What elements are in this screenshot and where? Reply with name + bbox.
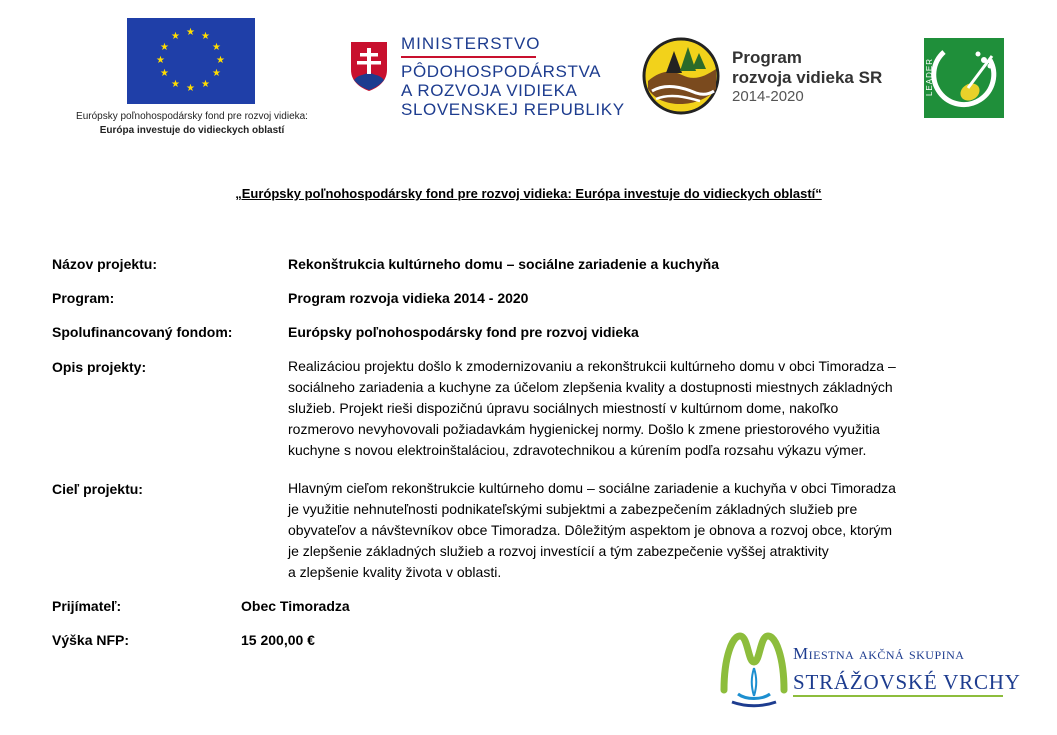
prv-line1: Program [732,48,802,67]
project-name-value: Rekonštrukcia kultúrneho domu – sociálne zariadenie a kuchyňa [288,256,720,272]
goal-line: Hlavným cieľom rekonštrukcie kultúrneho domu – sociálne zariadenie a kuchyňa v obci Timoradza [288,480,896,496]
ministry-line4: SLOVENSKEJ REPUBLIKY [401,100,625,119]
ministry-line2: PÔDOHOSPODÁRSTVA [401,62,602,81]
goal-line: a zlepšenie kvality života v oblasti. [288,564,502,580]
goal-line: obyvateľov a návštevníkov obce Timoradza. Dôležitým aspektom je obnova a rozvoj obce, ktorým [288,522,893,538]
nfp-label: Výška NFP: [52,632,130,648]
recipient-value: Obec Timoradza [241,598,350,614]
leader-word: LEADER [925,58,934,97]
description-line: rozmerovo nevyhovovali požiadavkám hygienickej normy. Došlo k zmene priestorového využitia [288,421,880,437]
fund-value: Európsky poľnohospodársky fond pre rozvoj vidieka [288,324,639,340]
description-line: služieb. Projekt rieši dispozičnú úpravu sociálnych miestností v kultúrnom dome, nakoľko [288,400,839,416]
description-line: kuchyne s novou elektroinštaláciou, zdravotechnikou a kúrením podľa rozsahu výkazu výmer. [288,442,867,458]
mas-line2: STRÁŽOVSKÉ VRCHY [793,670,1021,694]
page-headline: „Európsky poľnohospodársky fond pre rozvoj vidieka: Európa investuje do vidieckych oblastí“ [235,186,822,201]
description-text [288,356,1008,461]
eu-flag-icon: ★ ★ ★ ★ ★ ★ ★ ★ ★ ★ ★ ★ [127,18,255,104]
leader-logo [924,38,1004,118]
prv-line2: rozvoja vidieka SR [732,68,883,87]
description-label: Opis projekty: [52,359,147,375]
program-value: Program rozvoja vidieka 2014 - 2020 [288,290,529,306]
eu-caption-line2: Európa investuje do vidieckych oblastí [99,125,285,136]
leader-emblem-icon [924,38,1004,118]
mas-divider [793,695,1003,697]
eu-caption-line1: Európsky poľnohospodársky fond pre rozvoj vidieka: [76,111,308,122]
goal-label: Cieľ projektu: [52,481,143,497]
nfp-value: 15 200,00 € [241,632,315,648]
description-line: sociálneho zariadenia a kuchyne za účelom zlepšenia kvality a dostupnosti miestnych základných [288,379,893,395]
prv-emblem-icon [642,37,720,115]
prv-line3: 2014-2020 [732,88,804,105]
recipient-label: Prijímateľ: [52,598,122,614]
fund-label: Spolufinancovaný fondom: [52,324,233,340]
ministry-line3: A ROZVOJA VIDIEKA [401,81,578,100]
ministry-line1: MINISTERSTVO [401,34,541,53]
description-line: Realizáciou projektu došlo k zmodernizovaniu a rekonštrukcii kultúrneho domu v obci Timoradza – [288,358,896,374]
goal-line: je zlepšenie základných služieb a rozvoj investícií a tým zabezpečenie vyššej atraktivity [288,543,829,559]
goal-line: je využitie nehnuteľnosti podnikateľskými subjektmi a zabezpečením základných služieb pre [288,501,858,517]
program-label: Program: [52,290,115,306]
goal-text [288,478,1008,583]
mas-emblem-icon [718,628,790,708]
project-name-label: Názov projektu: [52,256,158,272]
ministry-divider [401,56,536,58]
mas-line1: Miestna akčná skupina [793,644,965,663]
slovak-coat-of-arms-icon [349,40,389,92]
